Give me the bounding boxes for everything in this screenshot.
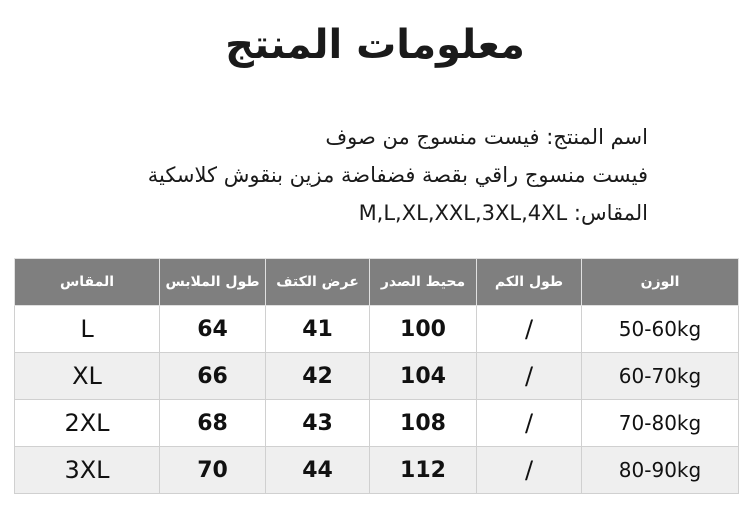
- cell-shoulder: 42: [266, 353, 370, 400]
- table-row: [15, 447, 739, 494]
- cell-length: 66: [160, 353, 266, 400]
- cell-weight: 50-60kg: [582, 306, 739, 353]
- table-row: [15, 400, 739, 447]
- cell-size: L: [15, 306, 160, 353]
- cell-shoulder: 44: [266, 447, 370, 494]
- table-row: [15, 306, 739, 353]
- cell-chest: 112: [370, 447, 477, 494]
- cell-weight: 70-80kg: [582, 400, 739, 447]
- header-weight: الوزن: [582, 259, 739, 306]
- product-description: [8, 118, 648, 232]
- cell-length: 64: [160, 306, 266, 353]
- cell-shoulder: 43: [266, 400, 370, 447]
- header-size: المقاس: [15, 259, 160, 306]
- cell-length: 68: [160, 400, 266, 447]
- cell-weight: 60-70kg: [582, 353, 739, 400]
- table-row: [15, 353, 739, 400]
- cell-sleeve: /: [477, 306, 582, 353]
- cell-size: 2XL: [15, 400, 160, 447]
- cell-sleeve: /: [477, 353, 582, 400]
- cell-length: 70: [160, 447, 266, 494]
- header-chest: محيط الصدر: [370, 259, 477, 306]
- cell-size: 3XL: [15, 447, 160, 494]
- cell-sleeve: /: [477, 400, 582, 447]
- header-shoulder: عرض الكتف: [266, 259, 370, 306]
- cell-shoulder: 41: [266, 306, 370, 353]
- cell-chest: 104: [370, 353, 477, 400]
- header-sleeve: طول الكم: [477, 259, 582, 306]
- cell-weight: 80-90kg: [582, 447, 739, 494]
- cell-chest: 100: [370, 306, 477, 353]
- cell-size: XL: [15, 353, 160, 400]
- size-table: [14, 258, 739, 494]
- page-title: معلومات المنتج: [225, 22, 525, 68]
- product-detail-line: فيست منسوج راقي بقصة فضفاضة مزين بنقوش كلاسكية: [147, 163, 648, 187]
- cell-chest: 108: [370, 400, 477, 447]
- product-sizes-line: المقاس: M,L,XL,XXL,3XL,4XL: [358, 201, 648, 225]
- cell-sleeve: /: [477, 447, 582, 494]
- product-name-line: اسم المنتج: فيست منسوج من صوف: [325, 125, 648, 149]
- header-length: طول الملابس: [160, 259, 266, 306]
- table-header-row: [15, 259, 739, 306]
